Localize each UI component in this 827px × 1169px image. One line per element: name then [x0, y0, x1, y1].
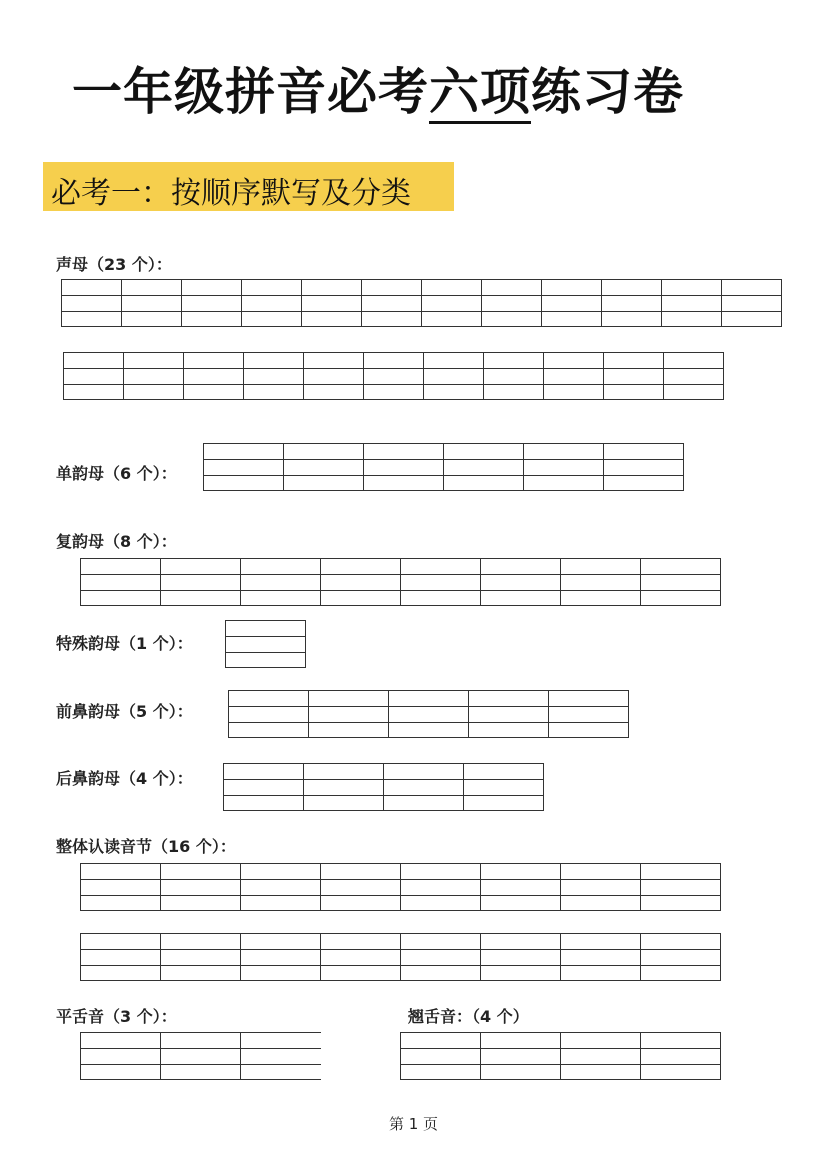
- section-heading: 必考一：按顺序默写及分类: [51, 176, 411, 211]
- writing-cell[interactable]: [161, 864, 241, 911]
- shengmu-label: 声母（23 个）：: [56, 255, 172, 274]
- writing-cell[interactable]: [81, 1033, 161, 1080]
- writing-cell[interactable]: [424, 353, 484, 400]
- writing-cell[interactable]: [481, 1033, 561, 1080]
- writing-cell[interactable]: [401, 559, 481, 606]
- writing-cell[interactable]: [422, 280, 482, 327]
- writing-cell[interactable]: [722, 280, 782, 327]
- qianbi-grid: [228, 690, 629, 738]
- writing-cell[interactable]: [304, 353, 364, 400]
- writing-cell[interactable]: [469, 691, 549, 738]
- writing-cell[interactable]: [542, 280, 602, 327]
- teshu-label: 特殊韵母（1 个）：: [56, 634, 193, 653]
- writing-cell[interactable]: [662, 280, 722, 327]
- writing-cell[interactable]: [481, 559, 561, 606]
- writing-cell[interactable]: [362, 280, 422, 327]
- writing-cell[interactable]: [561, 559, 641, 606]
- qiaoshe-label: 翘舌音：（4 个）: [408, 1007, 529, 1026]
- houbi-grid: [223, 763, 544, 811]
- writing-cell[interactable]: [561, 864, 641, 911]
- zhengti-grid-row-2: [80, 933, 721, 981]
- writing-cell[interactable]: [241, 1033, 321, 1080]
- danyunmu-label: 单韵母（6 个）：: [56, 464, 177, 483]
- writing-cell[interactable]: [481, 864, 561, 911]
- writing-cell[interactable]: [484, 353, 544, 400]
- writing-cell[interactable]: [81, 864, 161, 911]
- pingshe-grid: [80, 1032, 321, 1080]
- zhengti-label: 整体认读音节（16 个）：: [56, 837, 236, 856]
- writing-cell[interactable]: [62, 280, 122, 327]
- writing-cell[interactable]: [161, 934, 241, 981]
- writing-cell[interactable]: [226, 621, 306, 668]
- writing-cell[interactable]: [641, 864, 721, 911]
- writing-cell[interactable]: [81, 934, 161, 981]
- shengmu-grid-row-1: [61, 279, 782, 327]
- writing-cell[interactable]: [81, 559, 161, 606]
- qianbi-label: 前鼻韵母（5 个）：: [56, 702, 193, 721]
- writing-cell[interactable]: [401, 1033, 481, 1080]
- page-title: [72, 52, 684, 124]
- writing-cell[interactable]: [242, 280, 302, 327]
- writing-cell[interactable]: [389, 691, 469, 738]
- writing-cell[interactable]: [641, 1033, 721, 1080]
- title-part-2: 练习卷: [531, 63, 684, 121]
- writing-cell[interactable]: [124, 353, 184, 400]
- writing-cell[interactable]: [364, 444, 444, 491]
- writing-cell[interactable]: [122, 280, 182, 327]
- writing-cell[interactable]: [204, 444, 284, 491]
- writing-cell[interactable]: [384, 764, 464, 811]
- writing-cell[interactable]: [161, 559, 241, 606]
- writing-cell[interactable]: [544, 353, 604, 400]
- writing-cell[interactable]: [321, 559, 401, 606]
- writing-cell[interactable]: [304, 764, 384, 811]
- writing-cell[interactable]: [241, 864, 321, 911]
- shengmu-grid-row-2: [63, 352, 724, 400]
- writing-cell[interactable]: [309, 691, 389, 738]
- writing-cell[interactable]: [302, 280, 362, 327]
- teshu-grid: [225, 620, 306, 668]
- section-banner: [43, 162, 454, 211]
- writing-cell[interactable]: [524, 444, 604, 491]
- writing-cell[interactable]: [284, 444, 364, 491]
- writing-cell[interactable]: [64, 353, 124, 400]
- writing-cell[interactable]: [184, 353, 244, 400]
- writing-cell[interactable]: [401, 864, 481, 911]
- writing-cell[interactable]: [444, 444, 524, 491]
- pingshe-label: 平舌音（3 个）：: [56, 1007, 177, 1026]
- writing-cell[interactable]: [161, 1033, 241, 1080]
- writing-cell[interactable]: [182, 280, 242, 327]
- writing-cell[interactable]: [641, 559, 721, 606]
- writing-cell[interactable]: [481, 934, 561, 981]
- writing-cell[interactable]: [241, 559, 321, 606]
- writing-cell[interactable]: [364, 353, 424, 400]
- zhengti-grid-row-1: [80, 863, 721, 911]
- title-underlined-part: 六项: [429, 63, 531, 124]
- writing-cell[interactable]: [664, 353, 724, 400]
- qiaoshe-grid: [400, 1032, 721, 1080]
- danyunmu-grid: [203, 443, 684, 491]
- title-part-1: 一年级拼音必考: [72, 63, 429, 121]
- houbi-label: 后鼻韵母（4 个）：: [56, 769, 193, 788]
- writing-cell[interactable]: [321, 934, 401, 981]
- writing-cell[interactable]: [561, 934, 641, 981]
- writing-cell[interactable]: [641, 934, 721, 981]
- writing-cell[interactable]: [401, 934, 481, 981]
- page-number: 第 1 页: [388, 1115, 439, 1133]
- writing-cell[interactable]: [224, 764, 304, 811]
- writing-cell[interactable]: [482, 280, 542, 327]
- writing-cell[interactable]: [321, 864, 401, 911]
- writing-cell[interactable]: [561, 1033, 641, 1080]
- writing-cell[interactable]: [244, 353, 304, 400]
- writing-cell[interactable]: [241, 934, 321, 981]
- fuyunmu-label: 复韵母（8 个）：: [56, 532, 177, 551]
- writing-cell[interactable]: [604, 353, 664, 400]
- writing-cell[interactable]: [464, 764, 544, 811]
- writing-cell[interactable]: [229, 691, 309, 738]
- writing-cell[interactable]: [549, 691, 629, 738]
- writing-cell[interactable]: [602, 280, 662, 327]
- fuyunmu-grid: [80, 558, 721, 606]
- writing-cell[interactable]: [604, 444, 684, 491]
